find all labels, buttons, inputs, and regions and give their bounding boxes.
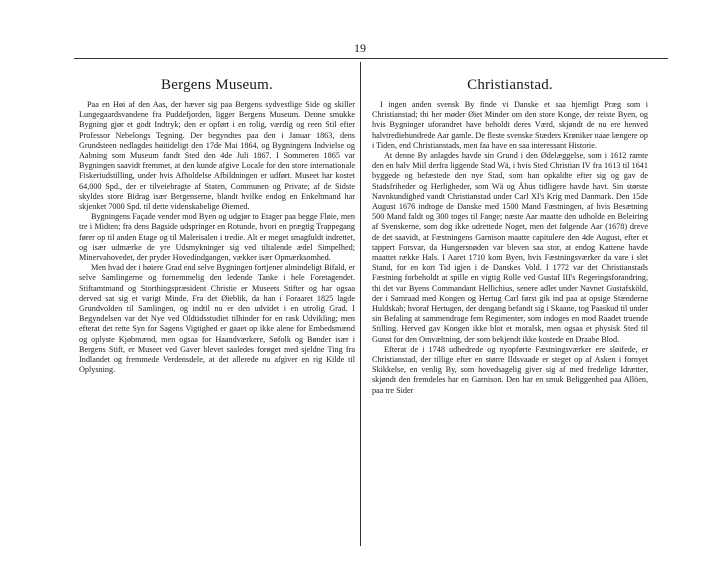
header-rule (74, 58, 668, 59)
right-column (372, 70, 648, 396)
article-title-christianstad: Christianstad. (467, 77, 553, 93)
paragraph: At denne By anlagdes havde sin Grund i den Ødelæggelse, som i 1612 ramte den en halv Miil derfra liggende Stad Wä, i hvis Sted Christian IV fra 1613 til 1641 byggede og befæstede den nye Stad, som han opkaldte efter sig og gav de Stadsfriheder og Herligheder, som Wä og Åhus tidligere havde havt. Sin største Navnkundighed vandt Christianstad under Carl XI's Krig med Danmark. Den 15de August 1676 indtoge de Danske med 1500 Mand Fæstningen, af hvis Besætning 500 Mand faldt og 300 toges til Fange; næste Aar maatte den udholde en Beleiring af Svenskerne, som dog ikke udrettede Noget, men det følgende Aar (1678) dreve de det saavidt, at Fæstningens Garnison maatte capitulere den 4de August, efter et tappert Forsvar, da Hungersnøden var bleven saa stor, at endog Kattene havde maattet række Hals. I Aaret 1710 kom Byen, hvis Fæstningsværker da vare i slet Stand, for en kort Tid igjen i de Danskes Vold. I 1772 var det Christianstads Fæstning forbeholdt at spille en vigtig Rolle ved Gustaf III's Regeringsforandring, thi det var Byens Commandant Hellichius, senere adlet under Navnet Gustafsköld, der i Samraad med Kongen og Hertug Carl først gik ind paa at opsige Stænderne Huldskab; hvoraf Hertugen, der dengang befandt sig i Skaane, tog Paaskud til under sin Befaling at sammendrage fem Regimenter, som indoges en mod Raadet truende Stilling. Herved gav Kongen ikke blot et moralsk, men ogsaa et physisk Sted til Gunst for den Omvæltning, der som bekjendt ikke kostede en Draabe Blod. (372, 151, 648, 344)
paragraph: Men hvad der i høiere Grad end selve Bygningen fortjener almindeligt Bifald, er selve Samlingerne og fornemmelig den ledende Tanke i hele Foretagendet. Stiftamtmand og Storthingspræsident Christie er Museets Stifter og har ogsaa derved sat sig et varigt Minde. Fra det Øieblik, da han i Foraaret 1825 lagde Grundvolden til Samlingen, og indtil nu er den udvidet i en utrolig Grad. I Begyndelsen var det Nye ved Oldtidsstudiet tilhinder for en rask Udvikling; men efterat det rette Syn for Sagens Vigtighed er gaaet op ikke alene for Embedsmænd og oplyste Kjøbmænd, men ogsaa for Haandværkere, Søfolk og Bønder især i Bergens Stift, er Museet ved Gaver blevet saaledes forøget med sjeldne Ting fra Indlandet og fremmede Verdensdele, at det allerede nu afgiver en rig Kilde til Oplysning. (79, 263, 355, 375)
page-number: 19 (354, 41, 366, 55)
paragraph: Paa en Høi af den Aas, der hæver sig paa Bergens sydvestlige Side og skiller Lungegaardsvandene fra Puddefjorden, ligger Bergens Museum. Denne smukke Bygning gjør et godt Indtryk; den er opført i en rolig, værdig og reen Stil efter Professor Nebelongs Tegning. Der begyndtes paa den i Januar 1863, dens Grundsteen nedlagdes høitideligt den 17de Mai 1864, og Bygningens Indvielse og Aabning som Museum fandt Sted den 4de Juli 1867. I Sommeren 1865 var Bygningen saavidt fremmet, at den kunde afgive Locale for den store internationale Fiskeriudstilling, under hvis Afholdelse Afbildningen er udført. Museet har kostet 64,000 Spd., der er tilveiebragte af Staten, Communen og Private; af de Sidste skyldes store Bidrag især Bergenserne, blandt hvilke endog en Enkeltmand har skjenket 7000 Spd. til dette videnskabelige Øiemed. (79, 100, 355, 212)
paragraph: I ingen anden svensk By finde vi Danske et saa hjemligt Præg som i Christianstad; thi her møder Øiet Minder om den store Konge, der reiste Byen, og hvis Bygninger uforandret have beholdt deres Værd, skjøndt de nu ere henved halvtrediehundrede Aar gamle. De fleste svenske Stæders Krøniker naae længere op i Tiden, end Christianstads, men faa have en saa interessant Historie. (372, 100, 648, 150)
paragraph: Bygningens Façade vender mod Byen og udgjør to Etager paa begge Fløie, men tre i Midten; fra dens Bagside udspringer en Rotunde, hvori en prægtig Trappegang fører op til anden Etage og til Malerisalen i tredie. Alt er meget smagfuldt indrettet, og især udmærke de yre Udsmykninger sig ved tiltalende ædel Simpelhed; Minervahovedet, der pryder Hovedindgangen, vækker især Opmærksomhed. (79, 212, 355, 263)
paragraph: Efterat de i 1748 udbedrede og nyopførte Fæstningsværker ere sløifede, er Christianstad, der tillige efter en større Ildsvaade er steget op af Asken i fornyet Skikkelse, en venlig By, som hovedsagelig giver sig af med fredelige Idrætter, skjøndt den fremdeles har en Garnison. Den har en smuk Beliggenhed paa Allöen, paa tre Sider (372, 344, 648, 395)
article-title-bergens-museum: Bergens Museum. (161, 77, 273, 93)
column-divider (360, 62, 361, 546)
left-column (79, 70, 355, 375)
